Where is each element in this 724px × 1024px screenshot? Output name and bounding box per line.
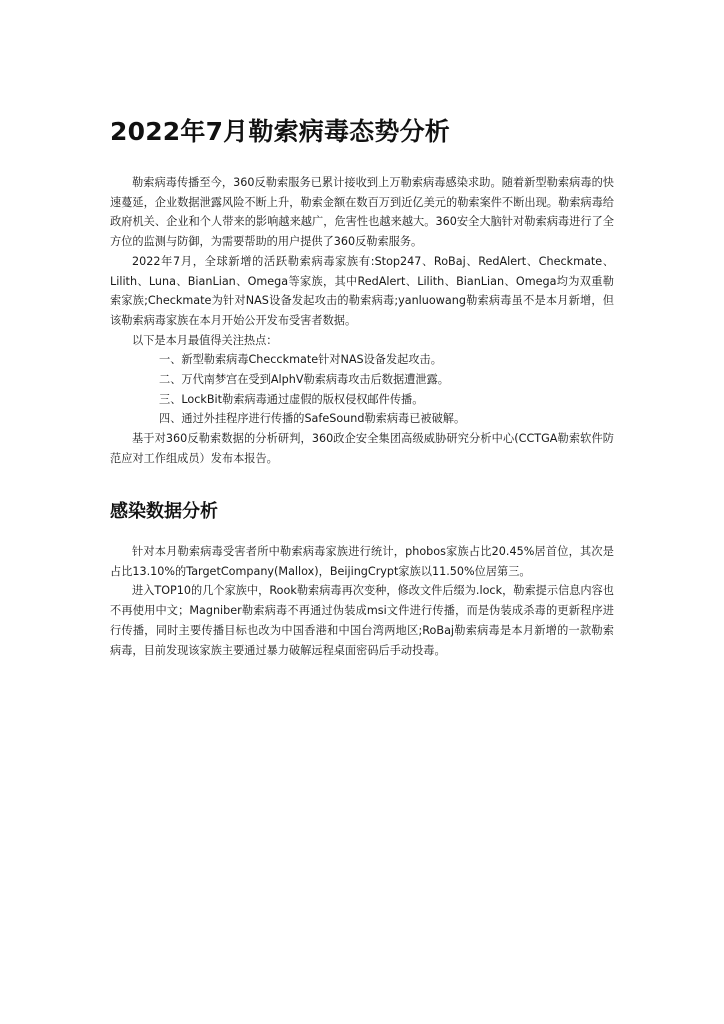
- hotspot-item-1: 一、新型勒索病毒Checckmate针对NAS设备发起攻击。: [159, 353, 442, 367]
- intro-section: [110, 173, 614, 469]
- hotspot-item-4: 四、通过外挂程序进行传播的SafeSound勒索病毒已被破解。: [159, 412, 466, 426]
- hotspot-item-3: 三、LockBit勒索病毒通过虚假的版权侵权邮件传播。: [159, 392, 424, 406]
- infection-paragraph-2: 进入TOP10的几个家族中，Rook勒索病毒再次变种，修改文件后缀为.lock，勒索提示信息内容也不再使用中文；Magniber勒索病毒不再通过伪装成msi文件进行传播，而是伪装成杀毒的更新程序进行传播，同时主要传播目标也改为中国香港和中国台湾两地区;RoBaj勒索病毒是本月新增的一款勒索病毒，目前发现该家族主要通过暴力破解远程桌面密码后手动投毒。: [110, 584, 614, 657]
- page-title: 2022年7月勒索病毒态势分析: [110, 117, 450, 146]
- hotspot-item-2: 二、万代南梦宫在受到AlphV勒索病毒攻击后数据遭泄露。: [159, 373, 449, 387]
- hotspots-intro: 以下是本月最值得关注热点：: [132, 333, 278, 347]
- infection-paragraph-1: 针对本月勒索病毒受害者所中勒索病毒家族进行统计，phobos家族占比20.45%居首位，其次是占比13.10%的TargetCompany(Mallox)，BeijingCrypt家族以11.50%位居第三。: [110, 545, 614, 578]
- intro-paragraph-2: 2022年7月，全球新增的活跃勒索病毒家族有:Stop247、RoBaj、RedAlert、Checkmate、Lilith、Luna、BianLian、Omega等家族，其中RedAlert、Lilith、BianLian、Omega均为双重勒索家族;Checkmate为针对NAS设备发起攻击的勒索病毒;yanluowang勒索病毒虽不是本月新增，但该勒索病毒家族在本月开始公开发布受害者数据。: [110, 254, 614, 327]
- infection-section: [110, 542, 614, 660]
- section-heading-infection: 感染数据分析: [110, 501, 218, 522]
- intro-paragraph-4: 基于对360反勒索数据的分析研判，360政企安全集团高级威胁研究分析中心(CCTGA勒索软件防范应对工作组成员）发布本报告。: [110, 432, 614, 465]
- intro-paragraph-1: 勒索病毒传播至今，360反勒索服务已累计接收到上万勒索病毒感染求助。随着新型勒索病毒的快速蔓延，企业数据泄露风险不断上升，勒索金额在数百万到近亿美元的勒索案件不断出现。勒索病毒给政府机关、企业和个人带来的影响越来越广，危害性也越来越大。360安全大脑针对勒索病毒进行了全方位的监测与防御，为需要帮助的用户提供了360反勒索服务。: [110, 176, 614, 249]
